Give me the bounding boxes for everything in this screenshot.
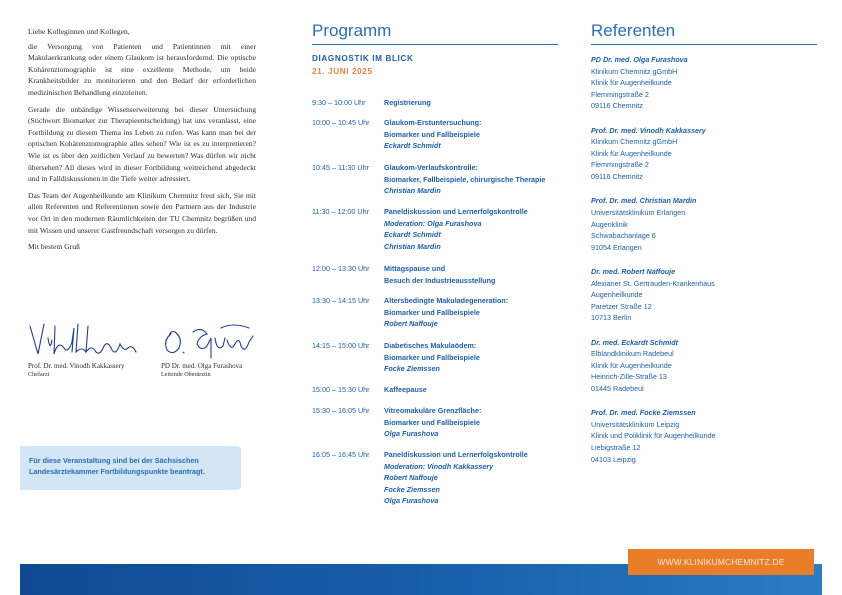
program-title: Glaukom-Verlaufskontrolle: [384, 163, 478, 172]
program-speaker: Olga Furashova [384, 496, 439, 506]
signatures [28, 318, 268, 388]
program-time: 10:00 – 10:45 Uhr [312, 118, 370, 127]
program-speaker: Eckardt Schmidt [384, 230, 441, 240]
speaker-name: Prof. Dr. med. Christian Mardin [591, 196, 697, 206]
signatory-role-1: Chefarzt [28, 371, 50, 378]
handwritten-signature-kakkassery [28, 318, 140, 362]
program-speaker: Olga Furashova [384, 429, 439, 439]
speaker-card [591, 266, 811, 324]
speaker-address-line: Alexianer St. Gertrauden-Krankenhaus [591, 278, 715, 288]
program-title: Kaffeepause [384, 385, 427, 394]
program-speaker: Focke Ziemssen [384, 484, 440, 494]
program-detail: Biomarker und Fallbeispiele [384, 417, 480, 427]
speaker-card [591, 125, 811, 183]
speaker-address-line: Flemmingstraße 2 [591, 89, 649, 99]
program-title: Vitreomakuläre Grenzfläche: [384, 406, 482, 415]
speaker-address-line: Universitätsklinikum Erlangen [591, 207, 686, 217]
speaker-address-line: 01445 Radebeul [591, 384, 644, 393]
letter-paragraph-3: Das Team der Augenheilkunde am Klinikum Chemnitz freut sich, Sie mit allen Referenten und Referentinnen sowie den Partnern aus der Industrie vor Ort in den modernen Räumlichkeiten der TU Chemnitz begrüßen und mit Wissen und unserer Gastfreundschaft versorgen zu dürfen. [28, 190, 256, 235]
speaker-address-line: 10713 Berlin [591, 313, 632, 323]
program-speaker: Christian Mardin [384, 241, 441, 251]
programm-date: 21. JUNI 2025 [312, 67, 373, 76]
speaker-address-line: Klinikum Chemnitz gGmbH [591, 137, 678, 147]
program-time: 14:15 – 15:00 Uhr [312, 341, 370, 350]
program-time: 16:05 – 16:45 Uhr [312, 450, 370, 459]
cme-info-box: Für diese Veranstaltung sind bei der Sächsischen Landesärztekammer Fortbildungspunkte beantragt. [20, 446, 241, 490]
program-title: Paneldiskussion und Lernerfolgskontrolle [384, 450, 528, 459]
speaker-name: Dr. med. Eckardt Schmidt [591, 337, 679, 347]
program-detail: Biomarker und Fallbeispiele [384, 129, 480, 139]
program-time: 11:30 – 12:00 Uhr [312, 207, 370, 216]
speaker-card [591, 407, 811, 465]
letter-paragraph-2: Gerade die unbändige Wissenserweiterung bei dieser Untersuchung (Stichwort Biomarker zur Therapieentscheidung) hat uns veranlasst, eine Fortbildung zu diesem Thema ins Leben zu rufen. Was kann man bei der optischen Kohärenztomographie alles sehen? Wie ist es zu interpretieren? Wie ist es über den zeitlichen Verlauf zu bewerten? Was dürfen wir nicht übersehen? All dieses wird in dieser Fortbildung weitreichend abgedeckt und in Falldiskussionen in die Tiefe weiter adressiert. [28, 104, 256, 184]
speaker-address-line: Klinik für Augenheilkunde [591, 148, 672, 158]
speaker-card [591, 54, 811, 112]
program-time: 15:00 – 15:30 Uhr [312, 385, 370, 394]
program-speaker: Christian Mardin [384, 186, 441, 196]
referenten-title: Referenten [591, 21, 676, 40]
referenten-list [591, 54, 811, 478]
program-title: Paneldiskussion und Lernerfolgskontrolle [384, 207, 528, 216]
speaker-name: Prof. Dr. med. Vinodh Kakkassery [591, 125, 706, 135]
program-detail: Biomarker und Fallbeispiele [384, 307, 480, 317]
letter-closing: Mit bestem Gruß [28, 242, 80, 252]
program-detail: Biomarker und Fallbeispiele [384, 352, 480, 362]
speaker-address-line: Heinrich-Zille-Straße 13 [591, 372, 667, 382]
program-title: Diabetisches Makulaödem: [384, 341, 477, 350]
speaker-address-line: Klinik und Poliklinik für Augenheilkunde [591, 431, 716, 441]
referenten-rule [591, 44, 817, 45]
program-time: 12:00 – 13:30 Uhr [312, 264, 370, 273]
program-speaker: Robert Naffouje [384, 473, 438, 483]
program-title: Registrierung [384, 98, 431, 107]
speaker-address-line: Klinikum Chemnitz gGmbH [591, 66, 678, 76]
speaker-address-line: Elblandklinikum Radebeul [591, 349, 674, 359]
speaker-address-line: Flemmingstraße 2 [591, 160, 649, 170]
program-speaker: Eckardt Schmidt [384, 141, 441, 151]
speaker-address-line: 04103 Leipzig [591, 454, 636, 464]
program-time: 10:45 – 11:30 Uhr [312, 163, 370, 172]
speaker-address-line: Klinik für Augenheilkunde [591, 78, 672, 88]
signatory-name-1: Prof. Dr. med. Vinodh Kakkassery [28, 362, 125, 370]
speaker-address-line: 91054 Erlangen [591, 242, 642, 252]
speaker-address-line: 09116 Chemnitz [591, 172, 643, 182]
speaker-name: Dr. med. Robert Naffouje [591, 266, 676, 276]
speaker-address-line: Schwabachanlage 6 [591, 231, 656, 241]
speaker-name: PD Dr. med. Olga Furashova [591, 55, 688, 64]
speaker-address-line: Liebigstraße 12 [591, 443, 641, 453]
speaker-address-line: Paretzer Straße 12 [591, 301, 652, 311]
signatory-role-2: Leitende Oberärztin [161, 371, 211, 378]
program-time: 15:30 – 16:05 Uhr [312, 406, 370, 415]
program-title: Altersbedingte Makuladegeneration: [384, 296, 509, 305]
speaker-name: Prof. Dr. med. Focke Ziemssen [591, 408, 696, 418]
program-time: 13:30 – 14:15 Uhr [312, 296, 370, 305]
speaker-address-line: Klinik für Augenheilkunde [591, 360, 672, 370]
program-title: Glaukom-Erstuntersuchung: [384, 118, 482, 127]
signature-kakkassery [28, 318, 140, 379]
speaker-address-line: 09116 Chemnitz [591, 101, 643, 111]
welcome-letter [28, 26, 256, 258]
speaker-card [591, 337, 811, 395]
program-detail: Besuch der Industrieausstellung [384, 275, 496, 285]
program-time: 9:30 – 10:00 Uhr [312, 98, 366, 107]
signatory-name-2: PD Dr. med. Olga Furashova [161, 362, 243, 370]
program-speaker: Robert Naffouje [384, 319, 438, 329]
speaker-address-line: Augenheilkunde [591, 290, 643, 300]
program-speaker: Moderation: Vinodh Kakkassery [384, 461, 494, 471]
handwritten-signature-furashova [161, 318, 257, 362]
program-speaker: Focke Ziemssen [384, 364, 440, 374]
program-title: Mittagspause und [384, 264, 446, 273]
signature-furashova [161, 318, 257, 379]
program-detail: Biomarker, Fallbeispiele, chirurgische Therapie [384, 174, 546, 184]
speaker-card [591, 195, 811, 253]
letter-greeting: Liebe Kolleginnen und Kollegen, [28, 27, 130, 36]
programm-subtitle: DIAGNOSTIK IM BLICK [312, 54, 414, 63]
programm-rule [312, 44, 558, 45]
speaker-address-line: Augenklinik [591, 219, 628, 229]
program-speaker: Moderation: Olga Furashova [384, 218, 482, 228]
letter-paragraph-1: die Versorgung von Patienten und Patientinnen mit einer Makulaerkrankung oder einem Glaukom ist herausfordernd. Die optische Kohärenztomographie ist eine exzellente Methode, um beide Krankheitsbilder zu monitorieren und den Bedarf der erforderlichen medizinischen Behandlung einzuleiten. [28, 41, 256, 97]
website-link[interactable]: WWW.KLINIKUMCHEMNITZ.DE [628, 549, 814, 575]
programm-title: Programm [312, 21, 392, 40]
speaker-address-line: Universitätsklinikum Leipzig [591, 419, 680, 429]
